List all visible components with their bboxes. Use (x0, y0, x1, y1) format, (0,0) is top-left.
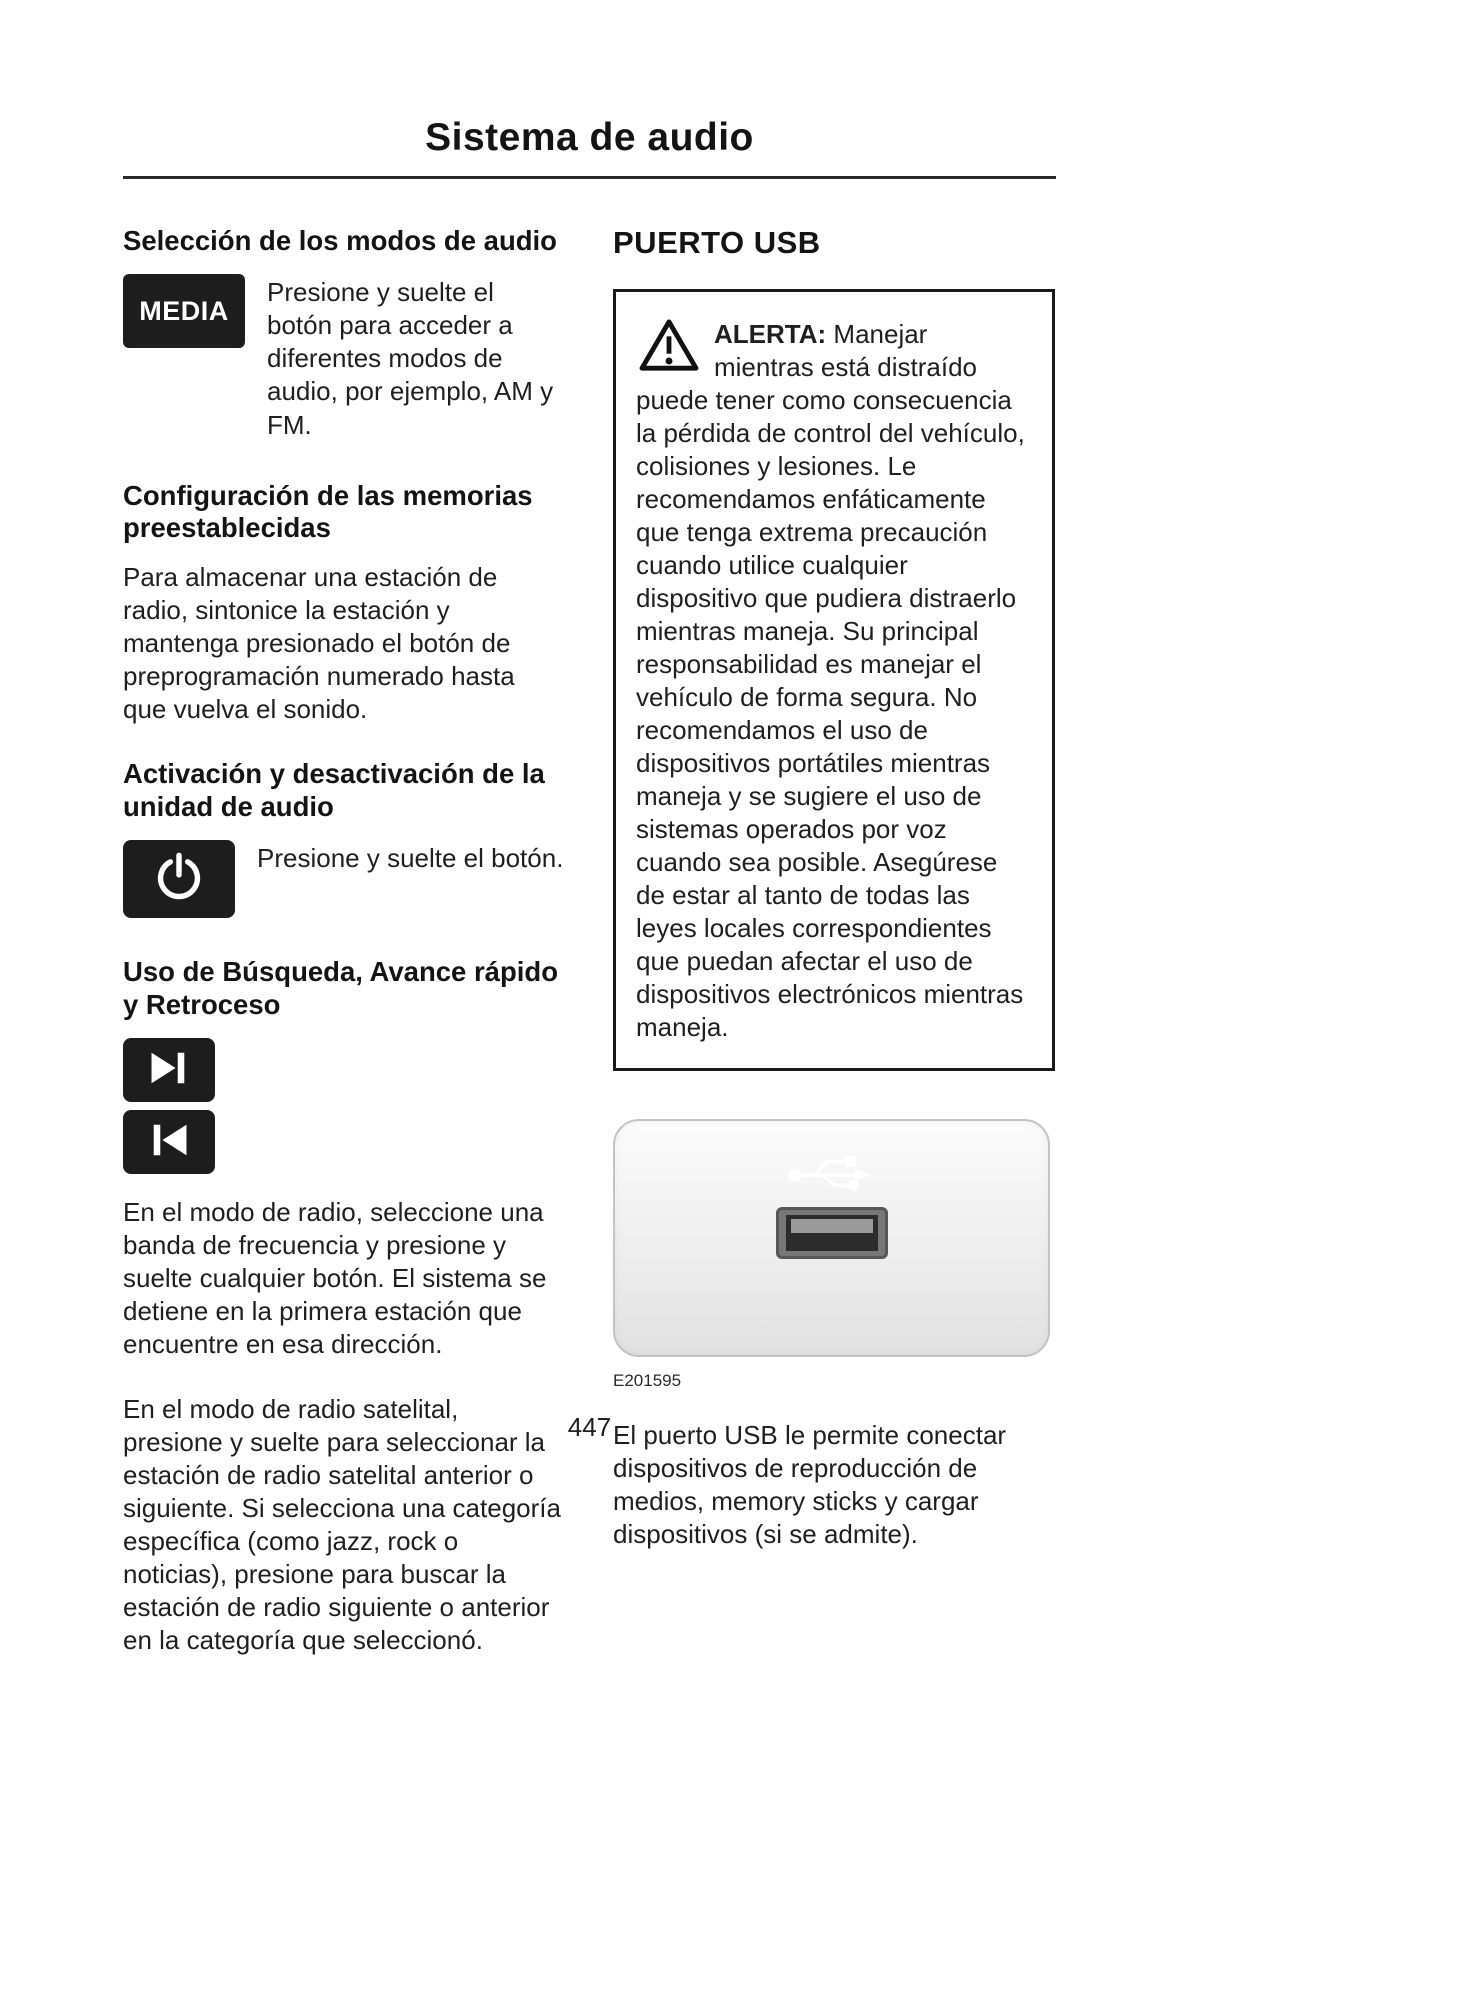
seek-paragraph-1: En el modo de radio, seleccione una banda de frecuencia y presione y suelte cualquier botón. El sistema se detiene en la primera estación que encuentre en esa dirección. (123, 1197, 547, 1360)
heading-seek: Uso de Búsqueda, Avance rápido y Retroceso (123, 956, 559, 1020)
two-column-layout (123, 225, 1056, 1689)
power-button-description: Presione y suelte el botón. (257, 843, 564, 874)
seek-forward-button (123, 1038, 215, 1102)
seek-buttons (123, 1038, 565, 1174)
power-button (123, 840, 235, 918)
alert-box (613, 289, 1055, 1071)
skip-forward-icon (145, 1048, 193, 1093)
warning-icon (638, 318, 700, 374)
presets-paragraph: Para almacenar una estación de radio, sintonice la estación y mantenga presionado el botón de preprogramación numerado hasta que vuelva el sonido. (123, 562, 515, 725)
power-icon (153, 851, 205, 908)
usb-socket-opening (786, 1215, 878, 1251)
alert-label: ALERTA: (714, 319, 827, 349)
figure-label: E201595 (613, 1371, 682, 1391)
alert-paragraph (636, 318, 1032, 1044)
usb-port-figure (613, 1119, 1050, 1357)
page-title: Sistema de audio (123, 116, 1056, 179)
media-button-description: Presione y suelte el botón para acceder a diferentes modos de audio, por ejemplo, AM y FM. (267, 277, 554, 440)
heading-presets: Configuración de las memorias preestablecidas (123, 479, 533, 543)
media-button (123, 274, 245, 348)
media-button-row (123, 274, 565, 441)
page-number: 447 (567, 1412, 612, 1442)
heading-power: Activación y desactivación de la unidad de audio (123, 758, 545, 822)
page-content (123, 116, 1056, 1689)
usb-socket-tongue (791, 1219, 873, 1233)
skip-backward-icon (145, 1120, 193, 1165)
media-button-label: MEDIA (139, 295, 229, 326)
right-column (613, 225, 1055, 1689)
usb-paragraph: El puerto USB le permite conectar dispositivos de reproducción de medios, memory sticks y cargar dispositivos (si se admite). (613, 1420, 1007, 1550)
seek-backward-button (123, 1110, 215, 1174)
seek-paragraph-2: En el modo de radio satelital, presione y suelte para seleccionar la estación de radio satelital anterior o siguiente. Si selecciona una categoría específica (como jazz, rock o noticias), presione para buscar la estación de radio siguiente o anterior en la categoría que seleccionó. (123, 1394, 561, 1656)
left-column (123, 225, 565, 1689)
usb-socket (776, 1207, 888, 1259)
alert-body: Manejar mientras está distraído puede tener como consecuencia la pérdida de control del vehículo, colisiones y lesiones. Le recomendamos enfáticamente que tenga extrema precaución cuando utilice cualquier dispositivo que pudiera distraerlo mientras maneja. Su principal responsabilidad es manejar el vehículo de forma segura. No recomendamos el uso de dispositivos portátiles mientras maneja y se sugiere el uso de sistemas operados por voz cuando sea posible. Asegúrese de estar al tanto de todas las leyes locales correspondientes que puedan afectar el uso de dispositivos electrónicos mientras maneja. (636, 319, 1025, 1043)
power-button-row (123, 840, 565, 918)
heading-audio-modes: Selección de los modos de audio (123, 225, 557, 256)
heading-usb-port: PUERTO USB (613, 225, 821, 260)
usb-icon (784, 1145, 880, 1201)
